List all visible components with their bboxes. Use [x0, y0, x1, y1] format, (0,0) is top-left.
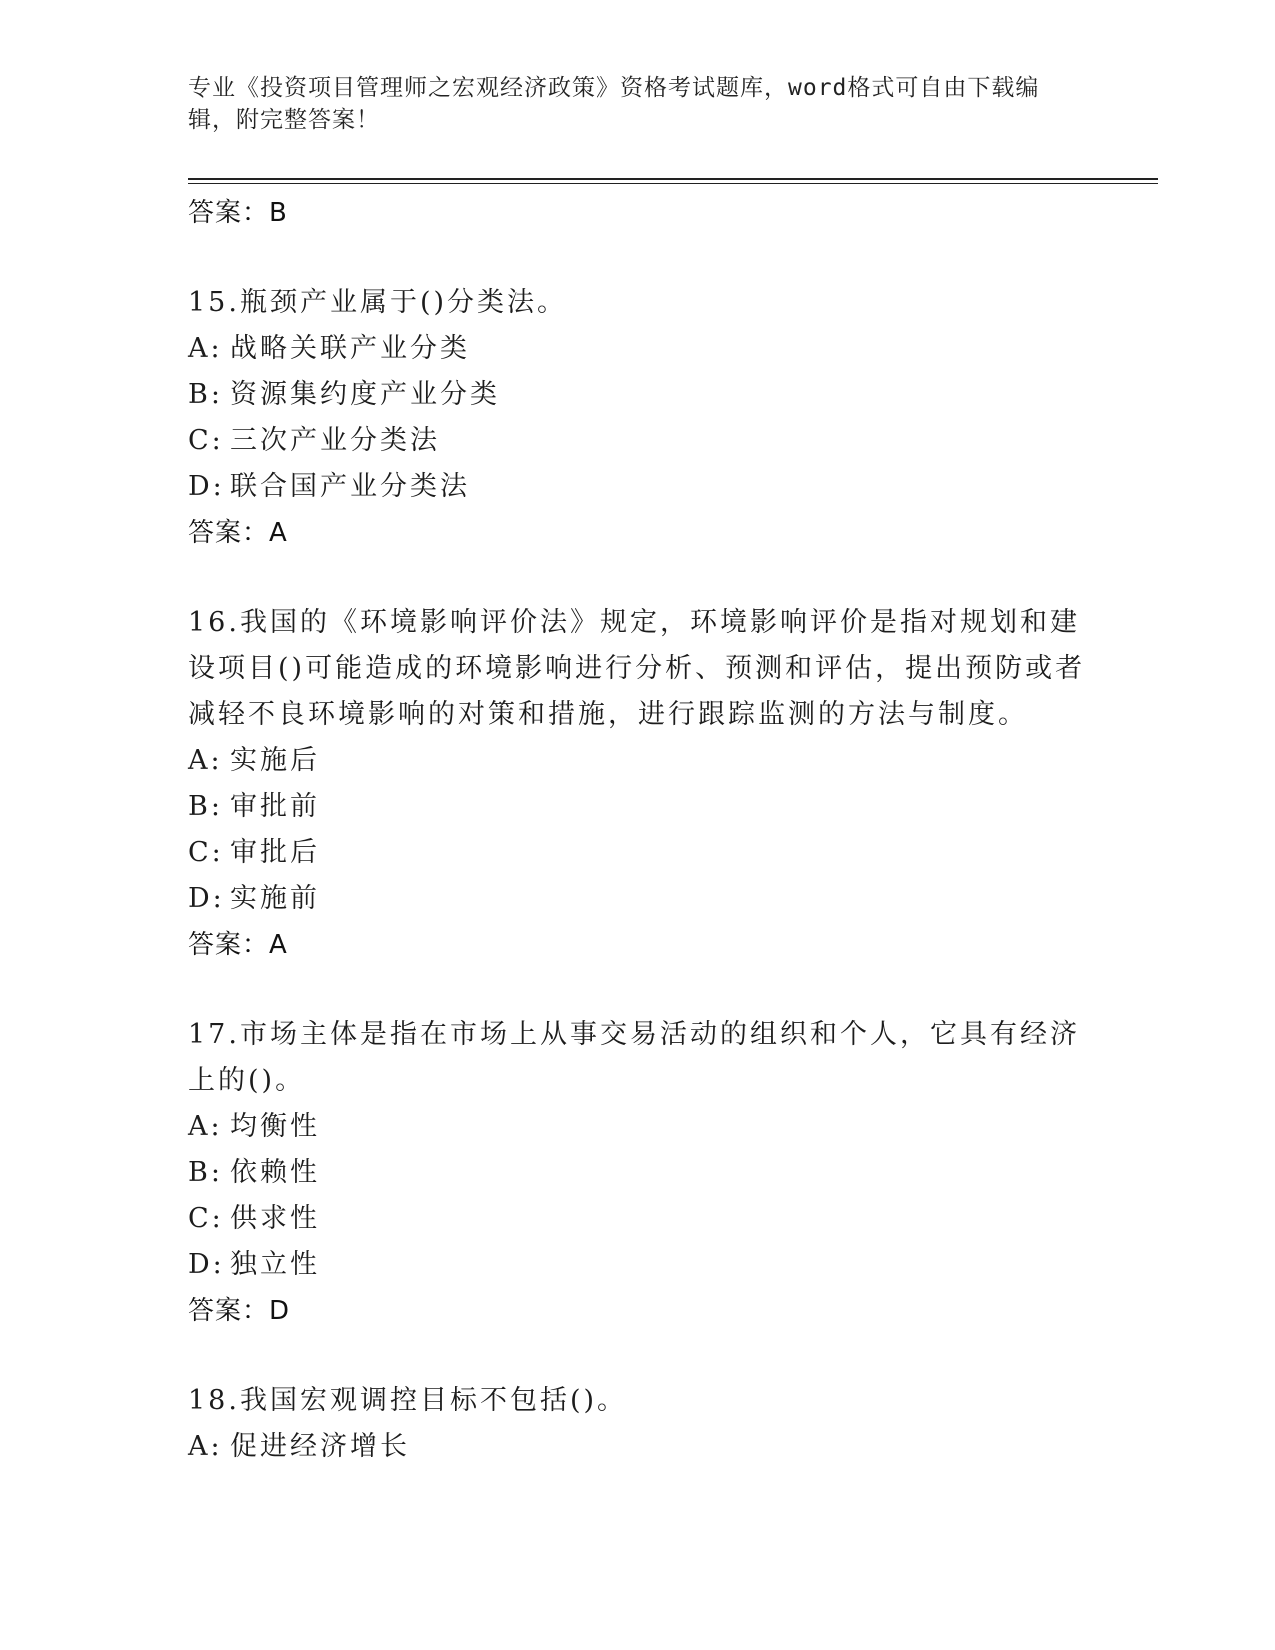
option-text: 供求性 — [230, 1203, 320, 1234]
spacer — [188, 1334, 1088, 1378]
question-stem: 15.瓶颈产业属于()分类法。 — [188, 287, 568, 318]
option-d — [188, 876, 1088, 922]
option-key: D: — [188, 883, 225, 914]
option-text: 审批后 — [230, 837, 320, 868]
question-stem: 18.我国宏观调控目标不包括()。 — [188, 1385, 628, 1416]
question-list — [188, 190, 1088, 1470]
option-c — [188, 830, 1088, 876]
option-key: A: — [188, 333, 223, 364]
option-key: D: — [188, 1249, 225, 1280]
header-divider-thin — [188, 183, 1158, 184]
answer-line: 答案：B — [188, 198, 288, 228]
question-stem: 16.我国的《环境影响评价法》规定，环境影响评价是指对规划和建设项目()可能造成的环境影响进行分析、预测和评估，提出预防或者减轻不良环境影响的对策和措施，进行跟踪监测的方法与制度。 — [188, 607, 1086, 730]
document-header — [188, 72, 1068, 136]
option-text: 审批前 — [230, 791, 320, 822]
spacer — [188, 556, 1088, 600]
option-text: 三次产业分类法 — [230, 425, 440, 456]
spacer — [188, 236, 1088, 280]
option-b — [188, 1150, 1088, 1196]
option-a — [188, 1104, 1088, 1150]
spacer — [188, 968, 1088, 1012]
question-block — [188, 1012, 1088, 1334]
header-divider — [188, 178, 1158, 180]
option-text: 战略关联产业分类 — [230, 333, 470, 364]
option-text: 依赖性 — [230, 1157, 320, 1188]
option-key: C: — [188, 1203, 224, 1234]
option-key: D: — [188, 471, 225, 502]
question-stem: 17.市场主体是指在市场上从事交易活动的组织和个人，它具有经济上的()。 — [188, 1019, 1080, 1096]
option-key: A: — [188, 1111, 223, 1142]
option-key: C: — [188, 837, 224, 868]
option-c — [188, 1196, 1088, 1242]
option-a — [188, 1424, 1088, 1470]
option-text: 联合国产业分类法 — [230, 471, 470, 502]
option-b — [188, 372, 1088, 418]
header-title-line-1: 专业《投资项目管理师之宏观经济政策》资格考试题库，word格式可自由下载编 — [188, 75, 1040, 101]
option-key: B: — [188, 1157, 223, 1188]
option-key: A: — [188, 1431, 223, 1462]
option-text: 实施前 — [230, 883, 320, 914]
option-a — [188, 738, 1088, 784]
option-text: 促进经济增长 — [230, 1431, 410, 1462]
option-text: 资源集约度产业分类 — [230, 379, 500, 410]
option-text: 均衡性 — [230, 1111, 320, 1142]
option-text: 实施后 — [230, 745, 320, 776]
header-title-line-2: 辑，附完整答案！ — [188, 107, 380, 133]
option-d — [188, 1242, 1088, 1288]
option-key: B: — [188, 791, 223, 822]
question-block — [188, 600, 1088, 968]
option-b — [188, 784, 1088, 830]
question-block — [188, 280, 1088, 556]
option-key: A: — [188, 745, 223, 776]
option-key: B: — [188, 379, 223, 410]
option-d — [188, 464, 1088, 510]
option-a — [188, 326, 1088, 372]
answer-line: 答案：A — [188, 930, 288, 960]
option-text: 独立性 — [230, 1249, 320, 1280]
answer-line: 答案：A — [188, 518, 288, 548]
question-block — [188, 1378, 1088, 1470]
option-key: C: — [188, 425, 224, 456]
answer-line: 答案：D — [188, 1296, 291, 1326]
option-c — [188, 418, 1088, 464]
